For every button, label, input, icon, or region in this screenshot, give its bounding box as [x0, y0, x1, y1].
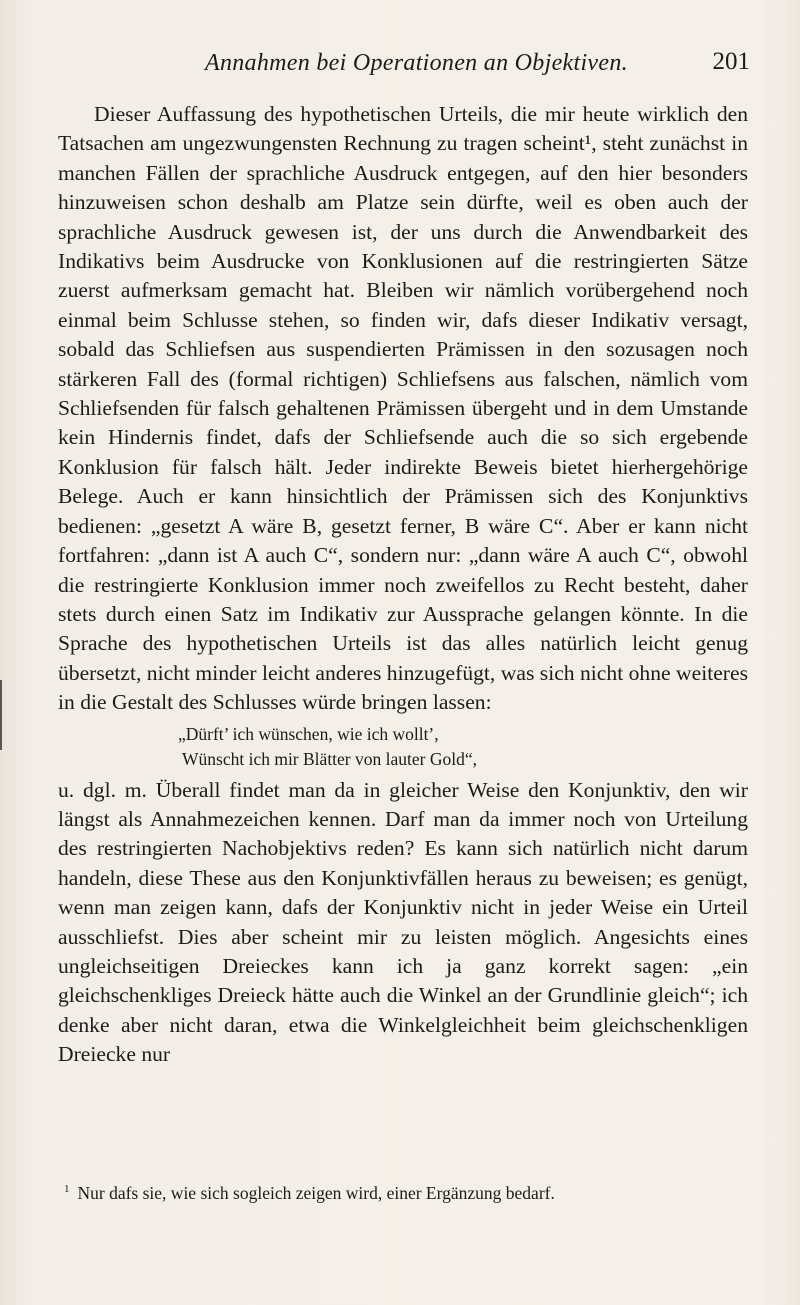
footnote-mark: 1 — [64, 1183, 70, 1195]
page-header — [90, 50, 750, 90]
footnote-text: Nur dafs sie, wie sich sogleich zeigen wird, einer Ergänzung bedarf. — [77, 1182, 555, 1203]
margin-rule — [0, 680, 2, 750]
body-text — [58, 100, 748, 1070]
verse-line: Wünscht ich mir Blätter von lauter Gold“, — [182, 748, 477, 769]
footnote — [64, 1177, 754, 1205]
verse-quote — [58, 722, 748, 772]
page-number: 201 — [712, 48, 750, 75]
paragraph: u. dgl. m. Überall findet man da in gleicher Weise den Konjunktiv, den wir längst als Annahmezeichen kennen. Darf man da immer noch von Urteilung des restringierten Nachobjektivs reden? Es kann sich natürlich nicht darum handeln, diese These aus den Konjunktivfällen heraus zu beweisen; es genügt, wenn man zeigen kann, dafs der Konjunktiv nicht in jeder Weise ein Urteil ausschliefst. Dies aber scheint mir zu leisten möglich. Angesichts eines ungleichseitigen Dreieckes kann ich ja ganz korrekt sagen: „ein gleichschenkliges Dreieck hätte auch die Winkel an der Grundlinie gleich“; ich denke aber nicht daran, etwa die Winkelgleichheit beim gleichschenkligen Dreiecke nur — [58, 777, 748, 1067]
paragraph: Dieser Auffassung des hypothetischen Urteils, die mir heute wirklich den Tatsachen am ungezwungensten Rechnung zu tragen scheint¹, steht zunächst in manchen Fällen der sprachliche Ausdruck entgegen, auf den hier besonders hinzuweisen schon deshalb am Platze sein dürfte, weil es oben auch der sprachliche Ausdruck gewesen ist, der uns durch die Anwendbarkeit des Indikativs beim Ausdrucke von Konklusionen auf die restringierten Sätze zuerst aufmerksam gemacht hat. Bleiben wir nämlich vorübergehend noch einmal beim Schlusse stehen, so finden wir, dafs dieser Indikativ versagt, sobald das Schliefsen aus suspendierten Prämissen in den sozusagen noch stärkeren Fall des (formal richtigen) Schliefsens aus falschen, nämlich vom Schliefsenden für falsch gehaltenen Prämissen übergeht und in dem Umstande kein Hindernis findet, dafs der Schliefsende auch die so sich ergebende Konklusion für falsch hält. Jeder indirekte Beweis bietet hierhergehörige Belege. Auch er kann hinsichtlich der Prämissen sich des Konjunktivs bedienen: „gesetzt A wäre B, gesetzt ferner, B wäre C“. Aber er kann nicht fortfahren: „dann ist A auch C“, sondern nur: „dann wäre A auch C“, obwohl die restringierte Konklusion immer noch zweifellos zu Recht besteht, daher stets durch einen Satz im Indikativ zur Aussprache gelangen könnte. In die Sprache des hypothetischen Urteils ist das alles natürlich leicht genug übersetzt, nicht minder leicht anderes hinzugefügt, was sich nicht ohne weiteres in die Gestalt des Schlusses würde bringen lassen: — [58, 102, 748, 715]
verse-line: „Dürft’ ich wünschen, wie ich wollt’, — [178, 723, 439, 744]
running-head: Annahmen bei Operationen an Objektiven. — [205, 50, 628, 76]
